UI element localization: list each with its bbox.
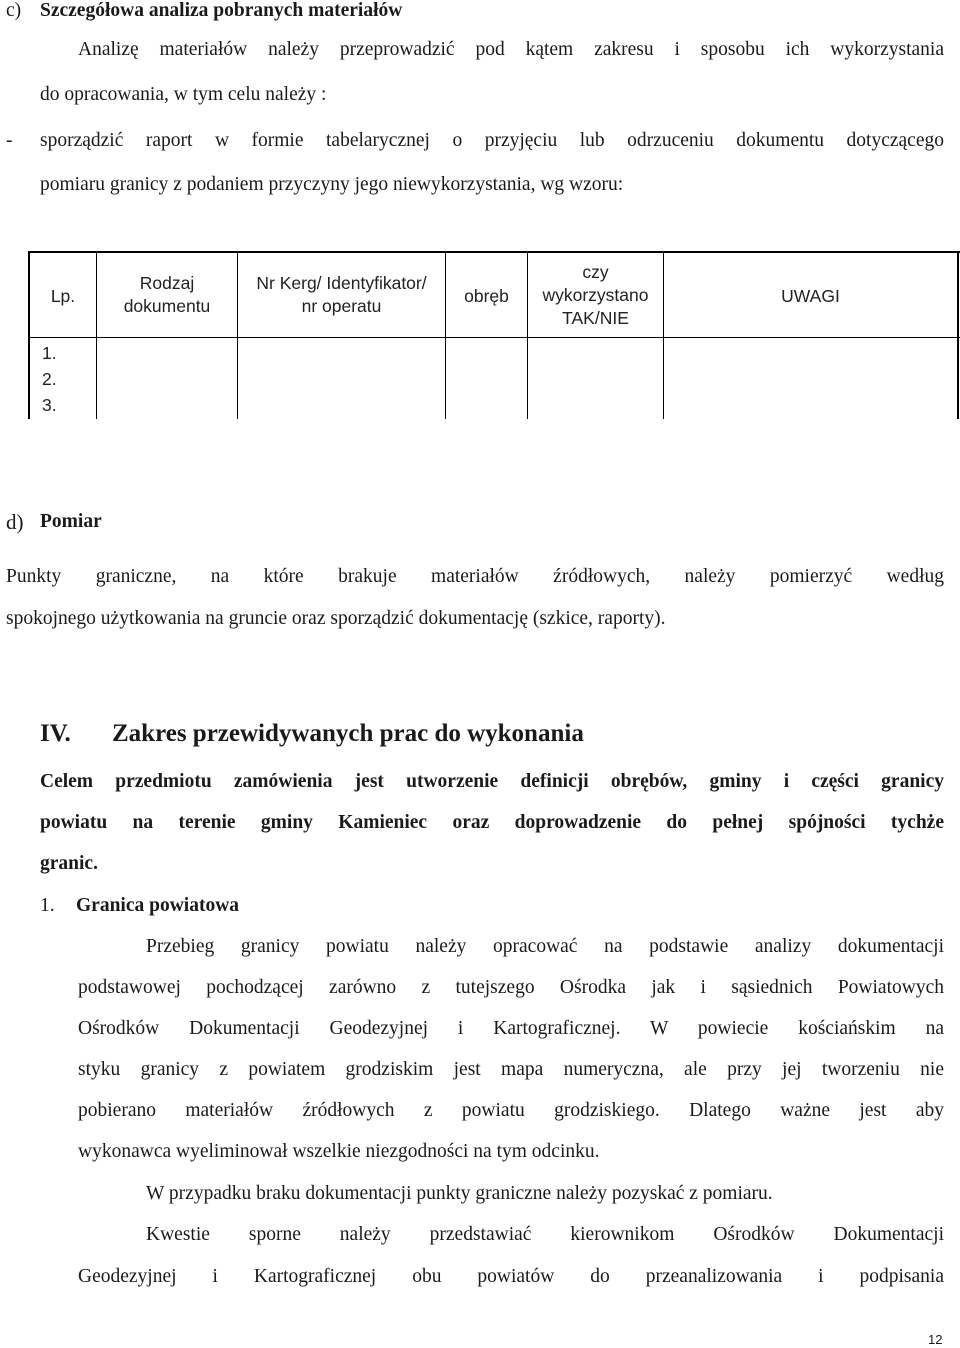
section-d-title: Pomiar bbox=[40, 511, 102, 532]
header-obreb: obręb bbox=[464, 286, 509, 306]
section-d-line2: spokojnego użytkowania na gruncie oraz sporządzić dokumentację (szkice, raporty). bbox=[6, 608, 666, 629]
paragraph1-line4: styku granicy z powiatem grodziskim jest mapa numeryczna, ale przy jej tworzeniu nie bbox=[78, 1059, 944, 1080]
header-lp: Lp. bbox=[50, 286, 76, 306]
paragraph2: W przypadku braku dokumentacji punkty graniczne należy pozyskać z pomiaru. bbox=[146, 1183, 773, 1204]
table-col-border-3 bbox=[445, 251, 446, 419]
header-czy-line3: TAK/NIE bbox=[562, 308, 629, 328]
header-kerg-line1: Nr Kerg/ Identyfikator/ bbox=[256, 273, 427, 293]
subsection-number: 1. bbox=[40, 895, 55, 916]
header-rodzaj-line1: Rodzaj bbox=[139, 273, 195, 293]
bullet-line2: pomiaru granicy z podaniem przyczyny jego niewykorzystania, wg wzoru: bbox=[40, 174, 624, 195]
paragraph1-line5: pobierano materiałów źródłowych z powiatu grodziskiego. Dlatego ważne jest aby bbox=[78, 1100, 944, 1121]
table-col-border-5 bbox=[663, 251, 664, 419]
subsection-title: Granica powiatowa bbox=[76, 895, 240, 916]
header-czy bbox=[528, 261, 663, 330]
paragraph1-line1: Przebieg granicy powiatu należy opracować na podstawie analizy dokumentacji bbox=[146, 936, 944, 957]
bullet-line1: sporządzić raport w formie tabelarycznej o przyjęciu lub odrzuceniu dokumentu dotyczącego bbox=[40, 130, 944, 151]
table-row-number: 3. bbox=[42, 395, 57, 415]
header-rodzaj-line2: dokumentu bbox=[123, 296, 211, 316]
header-kerg-line2: nr operatu bbox=[301, 296, 382, 316]
header-czy-line1: czy bbox=[582, 262, 609, 282]
paragraph1-line3: Ośrodków Dokumentacji Geodezyjnej i Kartograficznej. W powiecie kościańskim na bbox=[78, 1018, 944, 1039]
table-col-border-6 bbox=[957, 251, 959, 419]
table-border-top bbox=[28, 251, 960, 253]
section-d-line1: Punkty graniczne, na które brakuje materiałów źródłowych, należy pomierzyć według bbox=[6, 566, 944, 587]
paragraph1-line6: wykonawca wyeliminował wszelkie niezgodności na tym odcinku. bbox=[78, 1141, 600, 1162]
header-kerg bbox=[238, 272, 445, 318]
paragraph3-line2: Geodezyjnej i Kartograficznej obu powiatów do przeanalizowania i podpisania bbox=[78, 1266, 944, 1287]
table-header-bottom-border bbox=[28, 337, 960, 338]
section-c-title: Szczegółowa analiza pobranych materiałów bbox=[40, 0, 403, 21]
table-row-number: 2. bbox=[42, 369, 57, 389]
section-iv-goal-line3: granic. bbox=[40, 853, 98, 874]
header-uwagi: UWAGI bbox=[781, 286, 840, 306]
section-c-paragraph-line1: Analizę materiałów należy przeprowadzić pod kątem zakresu i sposobu ich wykorzystania bbox=[78, 39, 944, 60]
section-iv-number: IV. bbox=[40, 720, 71, 747]
report-table bbox=[0, 251, 960, 419]
section-d-marker: d) bbox=[6, 510, 24, 534]
paragraph3-line1: Kwestie sporne należy przedstawiać kierownikom Ośrodków Dokumentacji bbox=[146, 1224, 944, 1245]
table-col-border-0 bbox=[28, 251, 30, 419]
paragraph1-line2: podstawowej pochodzącej zarówno z tutejszego Ośrodka jak i sąsiednich Powiatowych bbox=[78, 977, 944, 998]
header-rodzaj bbox=[97, 272, 237, 318]
section-iv-goal-line1: Celem przedmiotu zamówienia jest utworzenie definicji obrębów, gminy i części granicy bbox=[40, 771, 944, 792]
section-iv-goal-line2: powiatu na terenie gminy Kamieniec oraz doprowadzenie do pełnej spójności tychże bbox=[40, 812, 944, 833]
page-number: 12 bbox=[928, 1332, 943, 1347]
section-iv-title: Zakres przewidywanych prac do wykonania bbox=[112, 720, 584, 747]
section-c-paragraph-line2: do opracowania, w tym celu należy : bbox=[40, 84, 327, 105]
bullet-dash: - bbox=[6, 130, 13, 151]
table-row-number: 1. bbox=[42, 343, 57, 363]
section-c-marker: c) bbox=[6, 0, 22, 21]
header-czy-line2: wykorzystano bbox=[542, 285, 649, 305]
